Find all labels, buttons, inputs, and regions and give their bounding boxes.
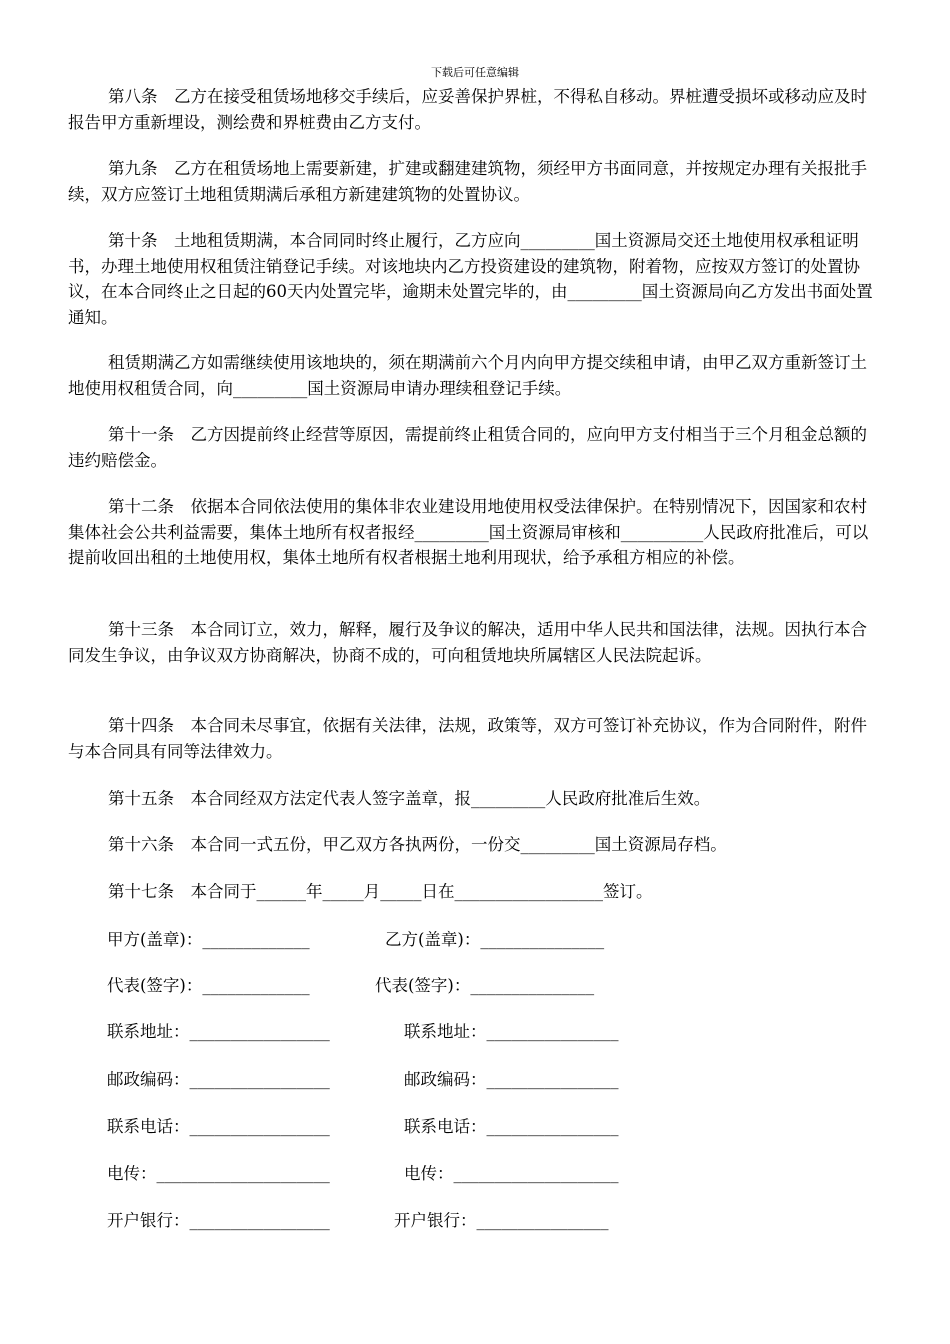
- signature-row-address: [107, 1020, 807, 1044]
- article-14: 第十四条 本合同未尽事宜，依据有关法律，法规，政策等，双方可签订补充协议，作为合同附件，附件与本合同具有同等法律效力。: [68, 716, 867, 761]
- party-b-postcode-field: 邮政编码：________________: [404, 1070, 619, 1089]
- article-17: 第十七条 本合同于______年_____月_____日在__________________签订。: [108, 882, 653, 901]
- article-10: 第十条 土地租赁期满，本合同同时终止履行，乙方应向_________国土资源局交还土地使用权承租证明书，办理土地使用权租赁注销登记手续。对该地块内乙方投资建设的建筑物，附着物，应按双方签订的处置协议，在本合同终止之日起的60天内处置完毕，逾期未处置完毕的，由_________国土资源局向乙方发出书面处置通知。: [68, 231, 873, 327]
- signature-row-phone: [107, 1115, 807, 1139]
- article-9: 第九条 乙方在租赁场地上需要新建，扩建或翻建建筑物，须经甲方书面同意，并按规定办理有关报批手续，双方应签订土地租赁期满后承租方新建建筑物的处置协议。: [68, 159, 867, 204]
- party-a-representative-field: 代表(签字)：_____________: [107, 976, 310, 995]
- party-a-fax-field: 电传：_____________________: [107, 1164, 330, 1183]
- signature-row-bank: [107, 1209, 807, 1233]
- signature-row-representative: [107, 974, 807, 998]
- party-a-seal-field: 甲方(盖章)：_____________: [107, 930, 310, 949]
- party-b-address-field: 联系地址：________________: [404, 1022, 619, 1041]
- watermark-text: 下载后可任意编辑: [431, 66, 519, 79]
- party-b-seal-field: 乙方(盖章)：_______________: [385, 930, 605, 949]
- party-a-postcode-field: 邮政编码：_________________: [107, 1070, 330, 1089]
- article-8: 第八条 乙方在接受租赁场地移交手续后，应妥善保护界桩，不得私自移动。界桩遭受损坏或移动应及时报告甲方重新埋设，测绘费和界桩费由乙方支付。: [68, 87, 867, 132]
- signature-row-seal: [107, 928, 807, 952]
- party-b-bank-field: 开户银行：________________: [394, 1211, 609, 1230]
- party-b-fax-field: 电传：____________________: [404, 1164, 619, 1183]
- article-12: 第十二条 依据本合同依法使用的集体非农业建设用地使用权受法律保护。在特别情况下，因国家和农村集体社会公共利益需要，集体土地所有权者报经_________国土资源局审核和__________人民政府批准后，可以提前收回出租的土地使用权，集体土地所有权者根据土地利用现状，给予承租方相应的补偿。: [68, 497, 869, 567]
- party-a-address-field: 联系地址：_________________: [107, 1022, 330, 1041]
- article-16: 第十六条 本合同一式五份，甲乙双方各执两份，一份交_________国土资源局存档。: [108, 835, 727, 854]
- party-b-representative-field: 代表(签字)：_______________: [375, 976, 595, 995]
- article-15: 第十五条 本合同经双方法定代表人签字盖章，报_________人民政府批准后生效。: [108, 789, 711, 808]
- party-a-bank-field: 开户银行：_________________: [107, 1211, 330, 1230]
- article-11: 第十一条 乙方因提前终止经营等原因，需提前终止租赁合同的，应向甲方支付相当于三个月租金总额的违约赔偿金。: [68, 425, 867, 470]
- party-b-phone-field: 联系电话：________________: [404, 1117, 619, 1136]
- signature-row-postcode: [107, 1068, 807, 1092]
- party-a-phone-field: 联系电话：_________________: [107, 1117, 330, 1136]
- signature-row-fax: [107, 1162, 807, 1186]
- article-10-renewal: 租赁期满乙方如需继续使用该地块的，须在期满前六个月内向甲方提交续租申请，由甲乙双方重新签订土地使用权租赁合同，向_________国土资源局申请办理续租登记手续。: [68, 353, 867, 398]
- article-13: 第十三条 本合同订立，效力，解释，履行及争议的解决，适用中华人民共和国法律，法规。因执行本合同发生争议，由争议双方协商解决，协商不成的，可向租赁地块所属辖区人民法院起诉。: [68, 620, 867, 665]
